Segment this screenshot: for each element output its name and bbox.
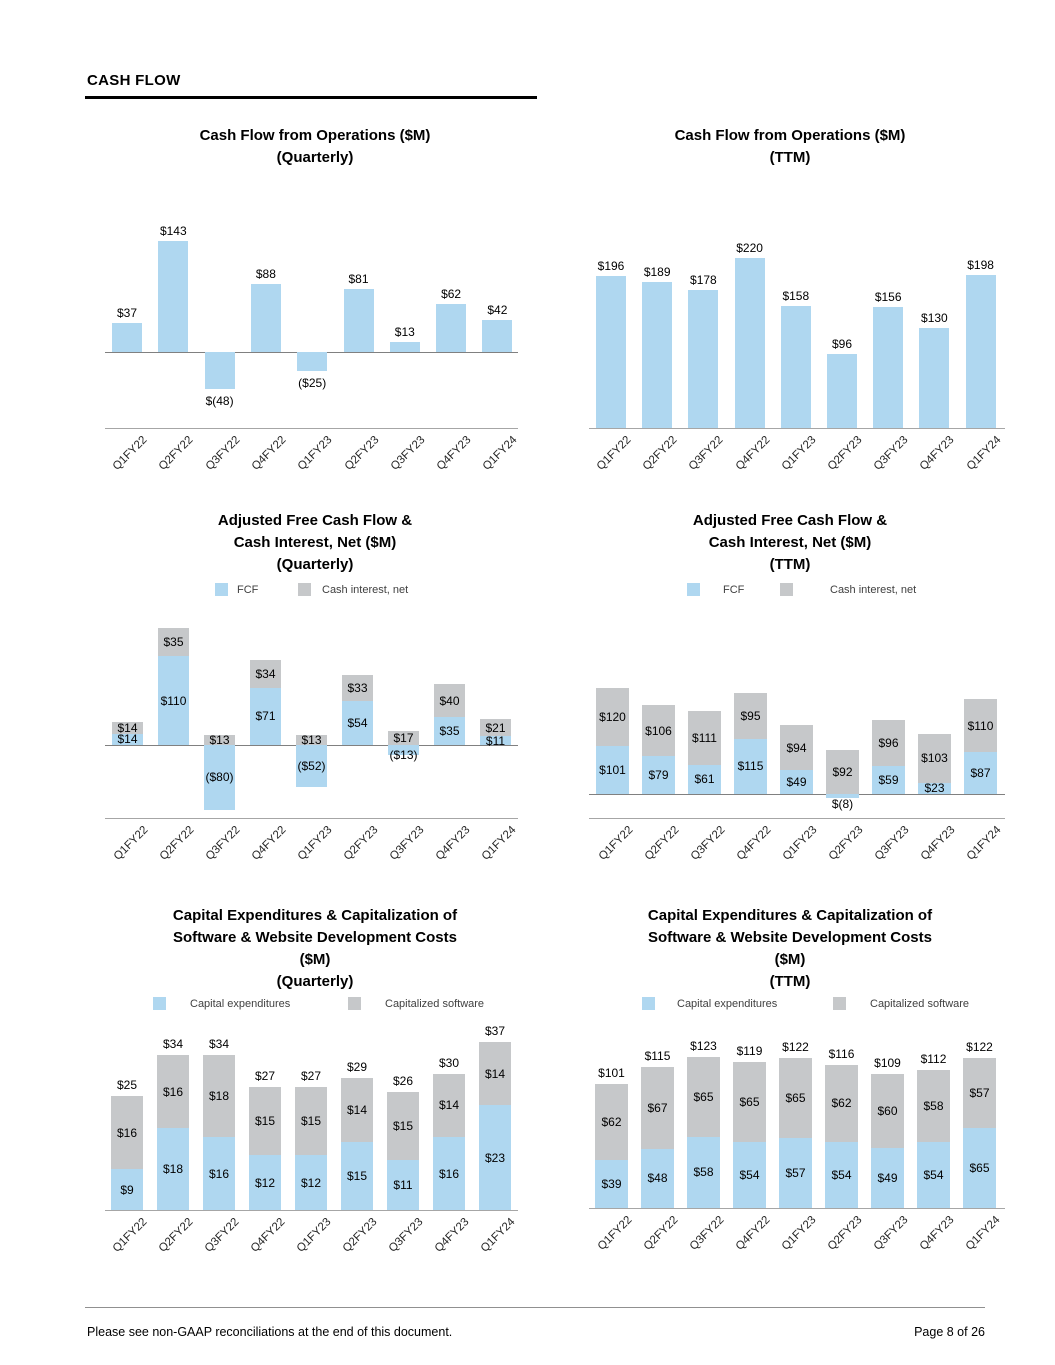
x-axis-label: Q1FY22 xyxy=(110,434,150,473)
segment-label: $16 xyxy=(116,1125,138,1140)
x-axis-label: Q1FY23 xyxy=(780,824,819,863)
segment-label: $15 xyxy=(254,1114,276,1129)
segment-label: $12 xyxy=(254,1175,276,1190)
chart-title-line: Cash Flow from Operations ($M) xyxy=(674,127,906,144)
bar-positive xyxy=(642,282,672,428)
x-axis-label: Q4FY22 xyxy=(249,824,288,863)
total-label: $29 xyxy=(346,1060,368,1075)
segment-label: $18 xyxy=(162,1162,184,1177)
total-label: $123 xyxy=(690,1038,717,1053)
segment-label: $35 xyxy=(439,723,460,738)
axis-line xyxy=(589,818,1005,819)
segment-label: $65 xyxy=(785,1090,806,1105)
x-axis-label: Q3FY23 xyxy=(386,1216,426,1255)
total-label: $27 xyxy=(300,1069,322,1084)
axis-line xyxy=(105,428,518,429)
x-axis-label: Q2FY23 xyxy=(826,824,865,863)
x-axis-label: Q2FY22 xyxy=(642,824,681,863)
value-label: $62 xyxy=(441,287,462,302)
x-axis-label: Q2FY23 xyxy=(340,1216,380,1255)
segment-label: $14 xyxy=(117,732,138,747)
legend-label-cash-interest: Cash interest, net xyxy=(830,584,917,596)
total-label: $119 xyxy=(736,1043,763,1058)
value-label: $198 xyxy=(967,257,994,272)
segment-label: $65 xyxy=(693,1089,714,1104)
x-axis-label: Q3FY23 xyxy=(388,434,428,473)
x-axis-label: Q2FY23 xyxy=(341,824,380,863)
chart-title-line: ($M) xyxy=(774,951,806,968)
segment-label: $23 xyxy=(484,1150,506,1165)
segment-label: $65 xyxy=(739,1094,760,1109)
chart-title-line: (Quarterly) xyxy=(276,973,354,990)
chart-title-line: Cash Interest, Net ($M) xyxy=(708,534,872,551)
segment-label: $15 xyxy=(392,1118,414,1133)
plot-area xyxy=(85,900,545,1285)
total-label: $30 xyxy=(438,1055,460,1070)
segment-label: $54 xyxy=(831,1167,852,1182)
x-axis-label: Q3FY23 xyxy=(871,434,911,473)
plot-area xyxy=(85,505,545,900)
segment-label: $33 xyxy=(347,681,368,696)
segment-label: $(8) xyxy=(831,797,854,811)
x-axis-label: Q3FY22 xyxy=(203,824,242,863)
x-axis-label: Q1FY23 xyxy=(294,1216,334,1255)
x-axis-label: Q3FY22 xyxy=(687,1214,726,1253)
segment-label: ($80) xyxy=(205,770,234,785)
segment-label: $62 xyxy=(831,1096,852,1111)
x-axis-label: Q4FY23 xyxy=(433,824,472,863)
chart-title-line: (TTM) xyxy=(769,973,811,990)
x-axis-label: Q4FY22 xyxy=(248,1216,288,1255)
segment-label: $16 xyxy=(438,1166,460,1181)
x-axis-label: Q1FY22 xyxy=(596,824,635,863)
legend-label-cash-interest: Cash interest, net xyxy=(322,584,409,596)
legend-label-capitalized-software: Capitalized software xyxy=(870,998,970,1010)
value-label: $143 xyxy=(159,224,187,239)
x-axis-label: Q2FY23 xyxy=(825,1214,864,1253)
segment-label: $13 xyxy=(209,732,230,747)
segment-label: $14 xyxy=(438,1098,460,1113)
segment-label: $58 xyxy=(923,1098,944,1113)
chart-title-line: (TTM) xyxy=(769,556,811,573)
x-axis-label: Q3FY23 xyxy=(872,824,911,863)
bar-positive xyxy=(390,342,420,352)
total-label: $37 xyxy=(484,1023,506,1038)
x-axis-label: Q4FY22 xyxy=(249,434,289,473)
segment-label: $59 xyxy=(878,772,899,787)
bar-positive xyxy=(436,304,466,352)
x-axis-label: Q1FY22 xyxy=(111,824,150,863)
total-label: $34 xyxy=(162,1037,184,1052)
segment-label: $65 xyxy=(969,1161,990,1176)
axis-line xyxy=(589,428,1005,429)
x-axis-label: Q3FY22 xyxy=(203,434,243,473)
value-label: $(48) xyxy=(205,394,234,409)
bar-positive xyxy=(966,275,996,428)
chart-title-line: (TTM) xyxy=(769,149,811,166)
value-label: $13 xyxy=(394,324,415,339)
segment-label: $120 xyxy=(599,709,626,724)
total-label: $122 xyxy=(782,1039,809,1054)
segment-label: $103 xyxy=(921,751,948,766)
chart-fcf-quarterly xyxy=(85,505,545,900)
total-label: $122 xyxy=(966,1039,993,1054)
total-label: $109 xyxy=(874,1055,901,1070)
bar-positive xyxy=(158,241,188,352)
segment-label: $92 xyxy=(832,764,853,779)
value-label: $96 xyxy=(831,336,853,351)
total-label: $26 xyxy=(392,1073,414,1088)
x-axis-label: Q1FY23 xyxy=(295,824,334,863)
x-axis-label: Q4FY23 xyxy=(917,1214,956,1253)
value-label: $88 xyxy=(255,266,276,281)
segment-label: $115 xyxy=(737,759,764,774)
page-number: Page 8 of 26 xyxy=(914,1325,985,1339)
x-axis-label: Q1FY22 xyxy=(595,1214,634,1253)
section-header: CASH FLOW xyxy=(87,72,181,89)
bar-negative xyxy=(205,352,235,389)
legend-label-capex: Capital expenditures xyxy=(190,998,291,1010)
segment-label: $101 xyxy=(599,762,626,777)
chart-title-line: (Quarterly) xyxy=(276,149,354,166)
x-axis-label: Q1FY24 xyxy=(478,1216,518,1255)
footer-rule xyxy=(85,1307,985,1308)
chart-title-line: (Quarterly) xyxy=(276,556,354,573)
legend-label-capitalized-software: Capitalized software xyxy=(385,998,485,1010)
x-axis-label: Q4FY22 xyxy=(733,434,773,473)
plot-area xyxy=(565,505,1015,900)
segment-label: ($13) xyxy=(389,748,418,762)
chart-title-line: Cash Flow from Operations ($M) xyxy=(199,127,431,144)
segment-label: $62 xyxy=(601,1114,622,1129)
segment-label: $16 xyxy=(208,1166,230,1181)
segment-label: $16 xyxy=(162,1084,184,1099)
segment-label: $60 xyxy=(877,1103,898,1118)
axis-line xyxy=(589,1208,1005,1209)
segment-label: $18 xyxy=(208,1089,230,1104)
axis-line xyxy=(105,1210,518,1211)
value-label: $42 xyxy=(487,302,508,317)
x-axis-label: Q4FY23 xyxy=(432,1216,472,1255)
x-axis-label: Q1FY24 xyxy=(479,824,518,863)
total-label: $25 xyxy=(116,1078,138,1093)
segment-label: $110 xyxy=(160,693,187,708)
segment-label: $71 xyxy=(255,709,276,724)
chart-cfo-ttm xyxy=(565,115,1015,505)
plot-area xyxy=(565,115,1015,505)
legend-label-fcf: FCF xyxy=(723,584,745,596)
x-axis-label: Q1FY22 xyxy=(594,434,634,473)
segment-label: $94 xyxy=(786,740,807,755)
segment-label: $57 xyxy=(969,1085,990,1100)
x-axis-label: Q4FY23 xyxy=(918,434,957,473)
x-axis-label: Q3FY22 xyxy=(687,434,726,473)
x-axis-label: Q4FY22 xyxy=(733,1214,772,1253)
x-axis-label: Q2FY22 xyxy=(641,1214,680,1253)
bar-positive xyxy=(344,289,374,352)
chart-title-line: Capital Expenditures & Capitalization of xyxy=(647,907,933,924)
value-label: $220 xyxy=(736,240,763,255)
axis-line xyxy=(105,818,518,819)
segment-label: $21 xyxy=(485,720,506,735)
segment-label: $48 xyxy=(647,1171,668,1186)
value-label: ($25) xyxy=(298,376,327,391)
x-axis-label: Q2FY23 xyxy=(825,434,865,473)
value-label: $189 xyxy=(643,264,671,279)
bar-positive xyxy=(482,320,512,352)
total-label: $115 xyxy=(644,1048,671,1063)
segment-label: $79 xyxy=(648,768,669,783)
chart-cfo-quarterly xyxy=(85,115,545,505)
segment-label: $11 xyxy=(485,733,506,748)
segment-label: $95 xyxy=(740,709,761,723)
x-axis-label: Q2FY22 xyxy=(157,824,196,863)
segment-label: $54 xyxy=(347,716,368,731)
segment-label: $110 xyxy=(967,718,994,733)
x-axis-label: Q2FY23 xyxy=(342,434,381,473)
x-axis-label: Q1FY23 xyxy=(295,434,335,473)
segment-label: $34 xyxy=(255,666,276,681)
x-axis-label: Q4FY23 xyxy=(918,824,957,863)
chart-title-line: Adjusted Free Cash Flow & xyxy=(692,512,888,529)
x-axis-label: Q3FY23 xyxy=(871,1214,910,1253)
segment-label: $39 xyxy=(601,1177,622,1191)
bar-positive xyxy=(112,323,142,352)
x-axis-label: Q1FY24 xyxy=(964,434,1004,473)
chart-capex-ttm xyxy=(565,900,1015,1285)
segment-label: $54 xyxy=(739,1167,760,1182)
x-axis-label: Q3FY22 xyxy=(688,824,727,863)
bar-positive xyxy=(251,284,281,352)
bar-positive xyxy=(688,290,718,428)
segment-label: $14 xyxy=(346,1102,368,1117)
footer-note: Please see non-GAAP reconciliations at the end of this document. xyxy=(87,1325,453,1339)
segment-label: $12 xyxy=(300,1175,322,1190)
segment-label: $35 xyxy=(163,635,184,650)
segment-label: $15 xyxy=(346,1168,368,1183)
value-label: $130 xyxy=(921,310,948,325)
x-axis-label: Q3FY23 xyxy=(387,824,426,863)
x-axis-label: Q1FY23 xyxy=(779,1214,818,1253)
segment-label: $9 xyxy=(120,1182,134,1197)
segment-label: $13 xyxy=(301,732,322,747)
x-axis-label: Q2FY22 xyxy=(156,1216,196,1255)
x-axis-label: Q2FY22 xyxy=(157,434,196,473)
segment-label: $67 xyxy=(647,1100,668,1115)
chart-fcf-ttm xyxy=(565,505,1015,900)
bar-positive xyxy=(735,258,765,428)
segment-label: $11 xyxy=(393,1177,413,1192)
chart-title-line: ($M) xyxy=(299,951,331,968)
bar-negative xyxy=(297,352,327,371)
value-label: $196 xyxy=(597,259,625,274)
segment-label: $57 xyxy=(785,1165,806,1180)
plot-area xyxy=(85,115,545,505)
segment-label: ($52) xyxy=(297,758,326,773)
chart-title-line: Adjusted Free Cash Flow & xyxy=(217,512,413,529)
section-header-rule xyxy=(85,96,537,99)
bar-positive xyxy=(919,328,949,428)
segment-label: $15 xyxy=(300,1114,322,1129)
segment-label: $23 xyxy=(924,781,945,796)
x-axis-label: Q1FY23 xyxy=(779,434,819,473)
bar-positive xyxy=(596,276,626,428)
x-axis-label: Q2FY22 xyxy=(640,434,680,473)
value-label: $37 xyxy=(116,306,138,321)
x-axis-label: Q1FY24 xyxy=(481,434,520,473)
segment-label: $96 xyxy=(878,735,899,750)
chart-title-line: Software & Website Development Costs xyxy=(648,929,932,946)
bar-positive xyxy=(781,306,811,428)
segment-label: $106 xyxy=(645,723,672,738)
value-label: $178 xyxy=(690,273,717,288)
segment-label: $40 xyxy=(439,693,460,708)
value-label: $158 xyxy=(782,288,810,303)
segment-label: $14 xyxy=(484,1066,506,1081)
segment-label: $49 xyxy=(786,775,807,790)
segment-label: $61 xyxy=(694,772,715,787)
chart-capex-quarterly xyxy=(85,900,545,1285)
total-label: $34 xyxy=(208,1037,230,1052)
segment-label: $111 xyxy=(692,731,717,746)
chart-title-line: Capital Expenditures & Capitalization of xyxy=(172,907,458,924)
legend-label-capex: Capital expenditures xyxy=(677,998,778,1010)
x-axis-label: Q3FY22 xyxy=(202,1216,242,1255)
segment-label: $14 xyxy=(117,721,138,736)
chart-title-line: Software & Website Development Costs xyxy=(173,929,457,946)
value-label: $156 xyxy=(874,290,902,305)
x-axis-label: Q1FY24 xyxy=(963,1214,1002,1253)
segment-label: $17 xyxy=(393,731,414,746)
x-axis-label: Q4FY23 xyxy=(434,434,474,473)
segment-label: $58 xyxy=(693,1165,714,1180)
x-axis-label: Q4FY22 xyxy=(734,824,773,863)
bar-positive xyxy=(873,307,903,428)
segment-label: $87 xyxy=(970,766,991,781)
chart-title-line: Cash Interest, Net ($M) xyxy=(233,534,397,551)
segment-label: $49 xyxy=(877,1170,898,1185)
bar-positive xyxy=(827,354,857,428)
x-axis-label: Q1FY24 xyxy=(964,824,1003,863)
total-label: $116 xyxy=(828,1047,855,1062)
total-label: $27 xyxy=(254,1069,276,1084)
total-label: $101 xyxy=(598,1065,625,1080)
plot-area xyxy=(565,900,1015,1285)
value-label: $81 xyxy=(348,272,369,287)
segment-label: $54 xyxy=(923,1167,944,1182)
total-label: $112 xyxy=(920,1052,947,1067)
x-axis-label: Q1FY22 xyxy=(110,1216,150,1255)
legend-label-fcf: FCF xyxy=(237,584,259,596)
